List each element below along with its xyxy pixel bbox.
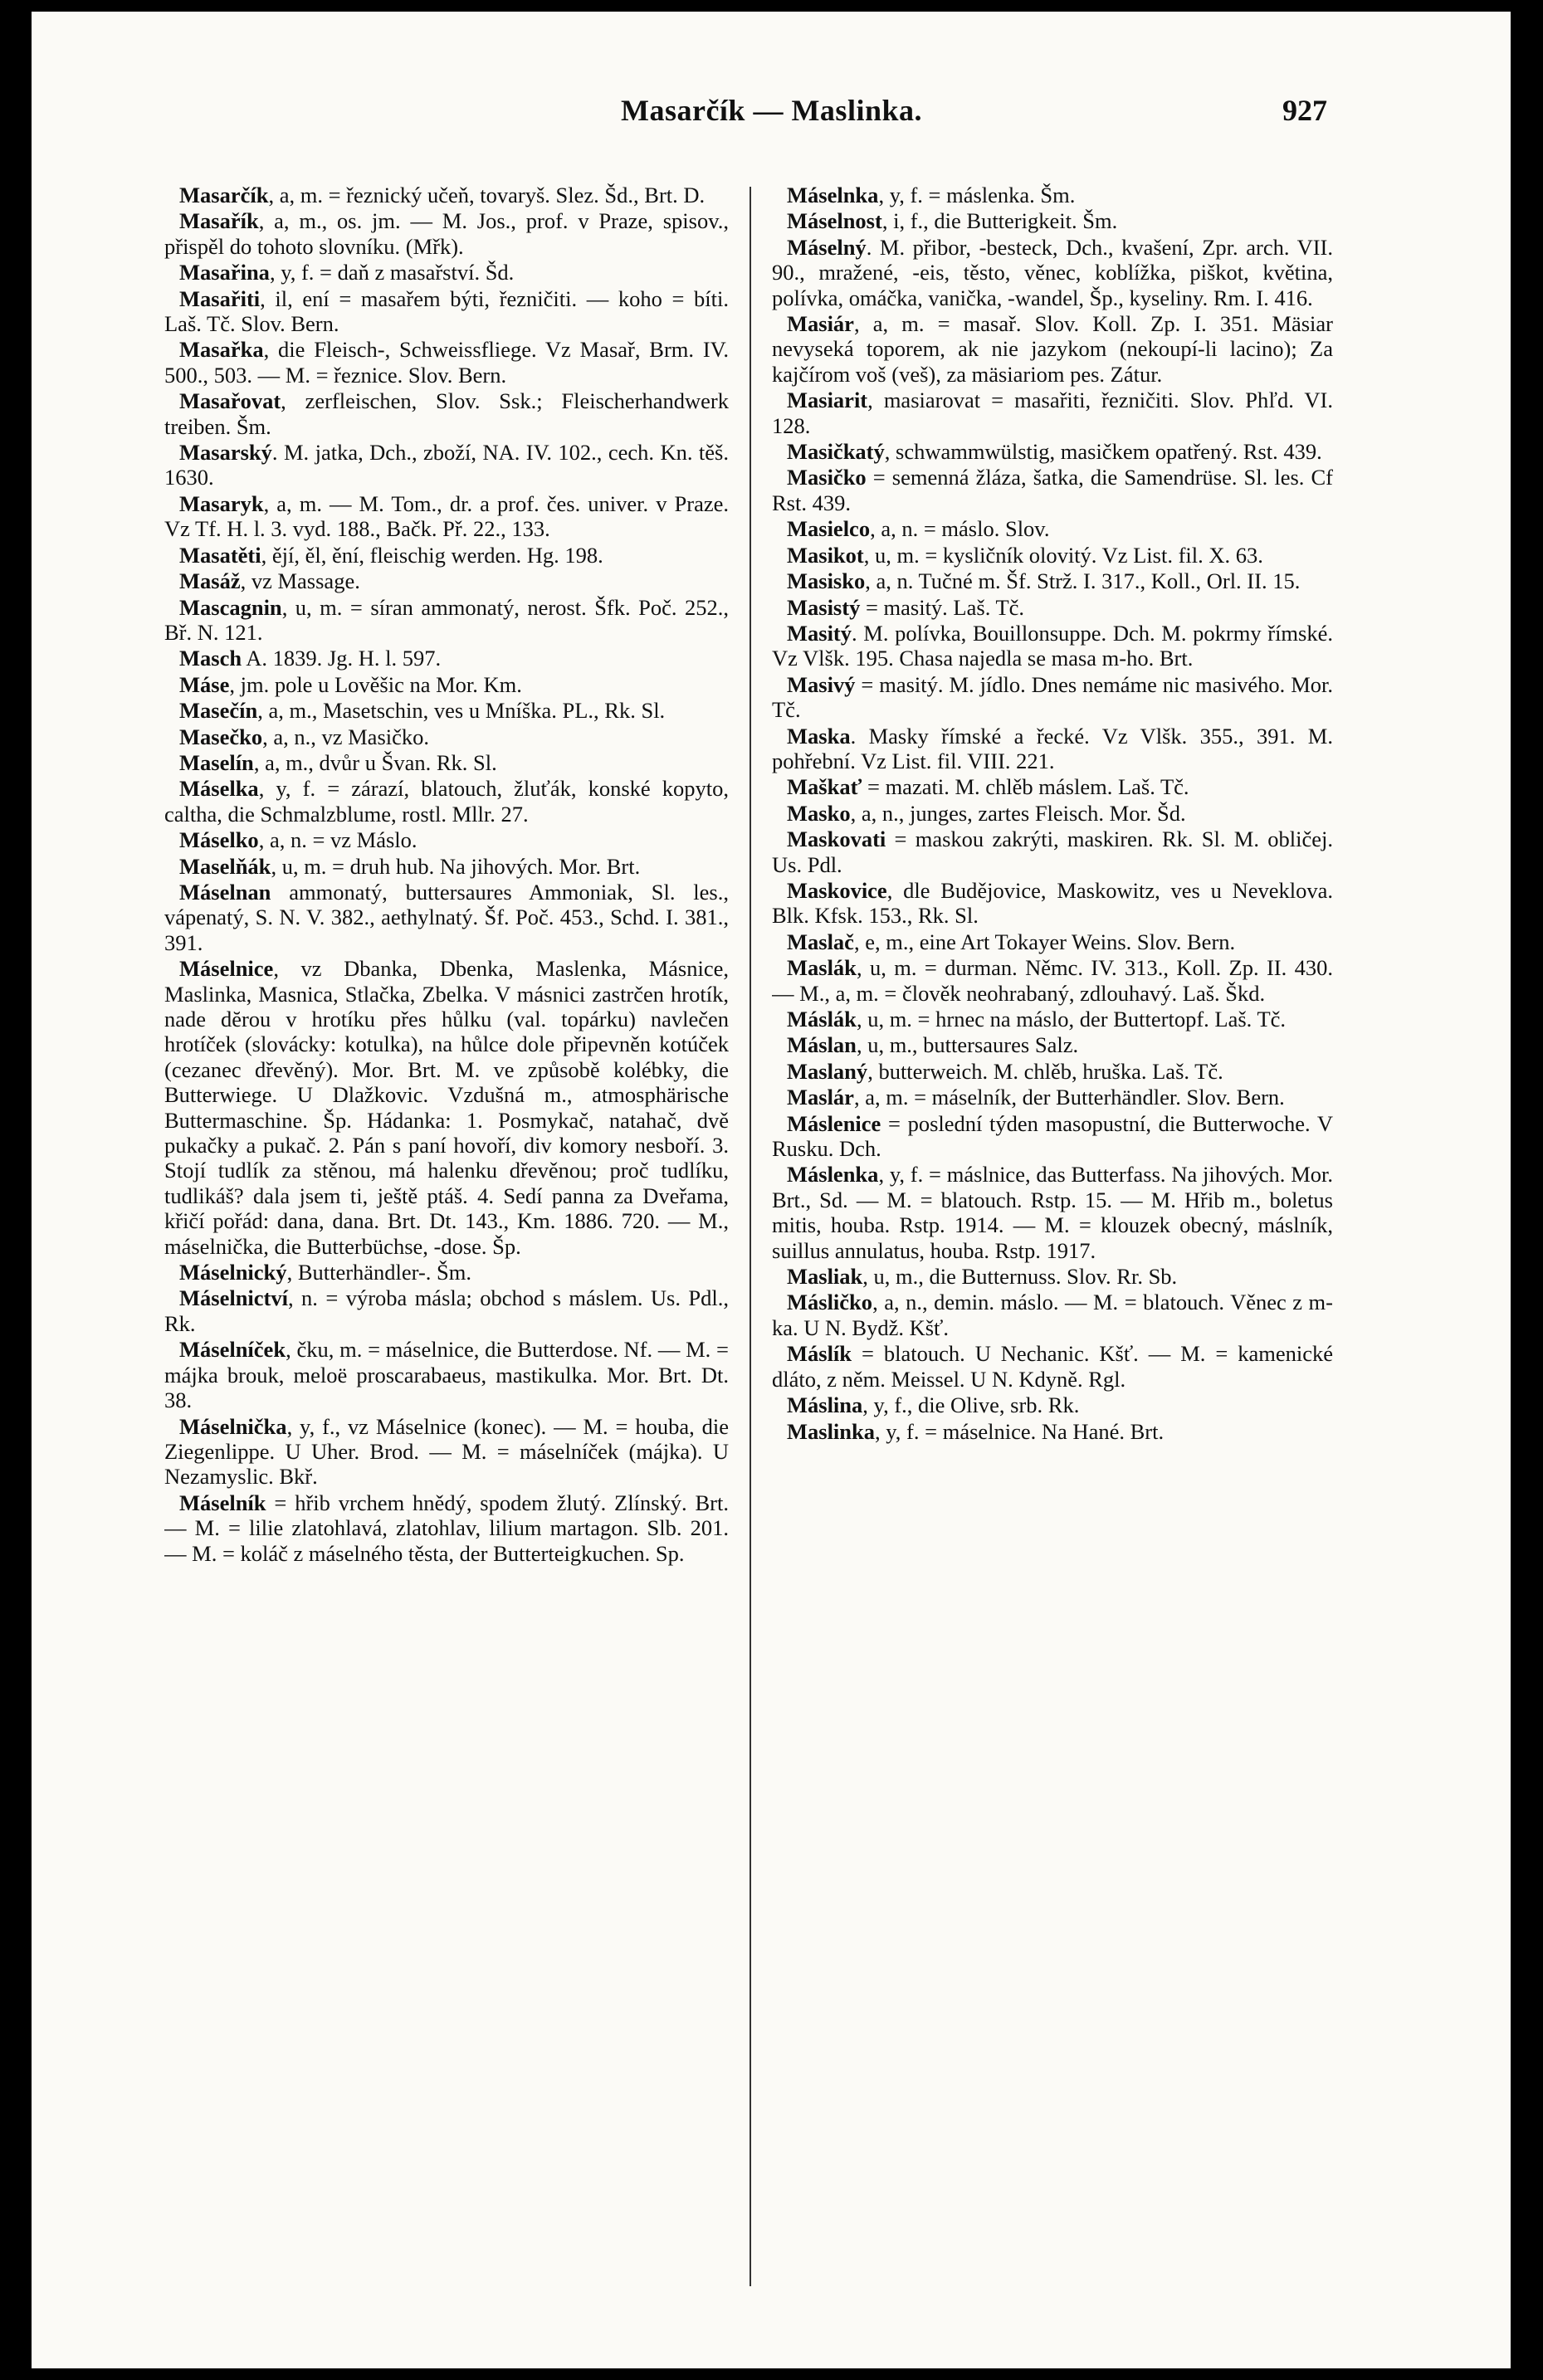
entry-headword: Maslač (787, 929, 854, 954)
entry-headword: Máslenka (787, 1162, 879, 1188)
dictionary-entry (164, 286, 729, 337)
dictionary-entry (772, 929, 1333, 954)
entry-headword: Máselný (787, 234, 867, 260)
entry-definition: , u, m. = síran ammonatý, nerost. Šfk. Poč. 252., Bř. N. 121. (164, 594, 729, 645)
entry-headword: Maska (787, 723, 851, 749)
entry-headword: Maslár (787, 1085, 854, 1110)
dictionary-entry (164, 440, 729, 490)
dictionary-entry (772, 439, 1333, 464)
entry-definition: = semenná žláza, šatka, die Samendrüse. Sl. les. Cf Rst. 439. (772, 465, 1333, 515)
entry-definition: , a, n. = máslo. Slov. (870, 516, 1050, 542)
entry-headword: Masistý (787, 594, 861, 620)
entry-headword: Maslaný (787, 1058, 868, 1084)
entry-definition: . Masky římské a řecké. Vz Vlšk. 355., 391. M. pohřební. Vz List. fil. VIII. 221. (772, 723, 1333, 773)
entry-headword: Máselnan (179, 879, 271, 905)
entry-headword: Masatěti (179, 542, 261, 568)
entry-headword: Máselnost (787, 208, 882, 234)
entry-headword: Masch (179, 646, 242, 671)
dictionary-entry (772, 1085, 1333, 1110)
entry-definition: , a, m. = máselník, der Butterhändler. Slov. Bern. (853, 1085, 1285, 1110)
dictionary-entry (772, 1419, 1333, 1444)
entry-headword: Máselnička (179, 1413, 287, 1439)
entry-definition: , vz Dbanka, Dbenka, Maslenka, Másnice, Maslinka, Masnica, Stlačka, Zbelka. V másnici zastrčen hrotík, nade dĕrou v hrotíku přes hůlku (val. topárku) navlečen hrotíček (slovácky: kotulka), na hůlce dole připevněn kotúček (cezanec dřevěný). Mor. Brt. M. ve způsobě kolébky, die Butterwiege. U Dlažkovic. Vzdušná m., atmosphärische Buttermaschine. Šp. Hádanka: 1. Posmykač, natahač, dvě pukačky a pukač. 2. Pán s paní hovoří, div komory nesboří. 3. Stojí tudlík za stěnou, má halenku dřevěnou; proč tudlíku, tudlikáš? dala jsem ti, ještě ptáš. 4. Sedí panna za Dveřama, křičí pořád: dana, dana. Brt. Dt. 143., Km. 1886. 720. — M., máselnička, die Butterbüchse, -dose. Šp. (164, 956, 729, 1259)
entry-headword: Maskovice (787, 877, 887, 903)
entry-definition: , u, m. = hrnec na máslo, der Buttertopf. Laš. Tč. (856, 1007, 1287, 1031)
entry-headword: Masielco (787, 516, 871, 542)
entry-definition: , a, n. = vz Máslo. (258, 827, 417, 853)
entry-headword: Masliak (787, 1264, 863, 1290)
entry-headword: Máslák (787, 1007, 857, 1031)
entry-definition: , u, m., buttersaures Salz. (856, 1032, 1079, 1058)
dictionary-entry (164, 724, 729, 749)
entry-headword: Máselka (179, 776, 259, 802)
dictionary-entry (164, 827, 729, 852)
entry-definition: , u, m., die Butternuss. Slov. Rr. Sb. (862, 1264, 1178, 1290)
entry-headword: Maselňák (179, 853, 271, 879)
dictionary-entry (772, 1162, 1333, 1263)
entry-definition: , butterweich. M. chlěb, hruška. Laš. Tč. (867, 1058, 1223, 1084)
entry-headword: Máselnka (787, 183, 879, 207)
dictionary-entry (164, 1490, 729, 1566)
entry-definition: , i, f., die Butterigkeit. Šm. (881, 208, 1118, 234)
dictionary-entry (164, 956, 729, 1259)
dictionary-entry (772, 235, 1333, 310)
dictionary-entry (772, 1032, 1333, 1057)
entry-definition: , zerfleischen, Slov. Ssk.; Fleischerhandwerk treiben. Šm. (164, 388, 729, 439)
entry-definition: , a, m., Masetschin, ves u Mníška. PL., Rk. Sl. (257, 698, 666, 724)
entry-definition: = hřib vrchem hnědý, spodem žlutý. Zlínský. Brt. — M. = lilie zlatohlavá, zlatohlav, lilium martagon. Slb. 201. — M. = koláč z máselného těsta, der Butterteigkuchen. Sp. (164, 1490, 729, 1566)
dictionary-entry (164, 260, 729, 285)
entry-headword: Maslinka (787, 1418, 876, 1444)
dictionary-entry (772, 1111, 1333, 1162)
entry-definition: = masitý. Laš. Tč. (860, 594, 1025, 620)
dictionary-entry (164, 880, 729, 955)
entry-definition: . M. jatka, Dch., zboží, NA. IV. 102., cech. Kn. těš. 1630. (164, 440, 729, 490)
column-divider (750, 187, 751, 2286)
dictionary-column-right (772, 183, 1333, 2307)
entry-definition: , a, n., vz Masičko. (262, 724, 430, 749)
entry-headword: Masarčík (179, 183, 269, 207)
dictionary-entry (164, 1285, 729, 1336)
entry-definition: , a, m., dvůr u Švan. Rk. Sl. (253, 749, 497, 775)
entry-headword: Máslan (787, 1032, 857, 1058)
dictionary-entry (772, 1392, 1333, 1417)
entry-headword: Masařka (179, 337, 264, 363)
dictionary-entry (772, 465, 1333, 515)
entry-headword: Maselín (179, 749, 254, 775)
dictionary-entry (772, 388, 1333, 438)
entry-definition: , die Fleisch-, Schweissfliege. Vz Masař, Brm. IV. 500., 503. — M. = řeznice. Slov. Bern. (164, 337, 729, 388)
entry-headword: Masikot (787, 542, 864, 568)
entry-headword: Máselko (179, 827, 259, 853)
entry-definition: , y, f. = daň z masařství. Šd. (269, 260, 515, 285)
dictionary-entry (164, 337, 729, 388)
entry-headword: Maslák (787, 955, 857, 981)
entry-definition: ammonatý, buttersaures Ammoniak, Sl. les., vápenatý, S. N. V. 382., aethylnatý. Šf. Poč. 453., Schd. I. 381., 391. (164, 879, 729, 955)
entry-definition: = mazati. M. chlěb máslem. Laš. Tč. (862, 774, 1189, 800)
entry-headword: Masaryk (179, 490, 264, 516)
entry-headword: Máselnice (179, 956, 274, 982)
dictionary-entry (772, 543, 1333, 568)
entry-definition: . M. polívka, Bouillonsuppe. Dch. M. pokrmy římské. Vz Vlšk. 195. Chasa najedla se masa m-ho. Brt. (772, 620, 1333, 671)
entry-definition: . M. přibor, -besteck, Dch., kvašení, Zpr. arch. VII. 90., mražené, -eis, těsto, věnec, koblížka, piškot, květina, polívka, omáčka, vanička, -wandel, Šp., kyseliny. Rm. I. 416. (772, 234, 1333, 310)
entry-definition: , a, m. = masař. Slov. Koll. Zp. I. 351. Mäsiar nevyseká toporem, ak nie jazykom (nekoupí-li lacino); Za kajčírom voš (veš), za mäsiariom pes. Zátur. (772, 311, 1333, 387)
entry-headword: Masičkatý (787, 439, 885, 465)
dictionary-entry (772, 1341, 1333, 1392)
dictionary-entry (772, 595, 1333, 620)
entry-headword: Máselnictví (179, 1285, 288, 1311)
entry-headword: Mascagnin (179, 594, 282, 620)
entry-headword: Máslík (787, 1341, 852, 1367)
entry-headword: Masařina (179, 260, 270, 285)
dictionary-entry (164, 595, 729, 646)
entry-definition: , Butterhändler-. Šm. (286, 1260, 472, 1285)
entry-headword: Másličko (787, 1290, 873, 1315)
entry-headword: Maškať (787, 774, 862, 800)
entry-definition: , a, m. = řeznický učeň, tovaryš. Slez. Šd., Brt. D. (268, 183, 706, 207)
dictionary-entry (164, 1260, 729, 1285)
entry-headword: Masečín (179, 698, 258, 724)
dictionary-entry (772, 724, 1333, 774)
dictionary-entry (164, 1337, 729, 1412)
dictionary-entry (164, 208, 729, 259)
dictionary-entry (164, 854, 729, 879)
running-header: Masarčík — Maslinka. (620, 94, 922, 127)
dictionary-entry (772, 183, 1333, 207)
entry-headword: Masarský (179, 440, 272, 466)
entry-definition: , y, f., vz Máselnice (konec). — M. = houba, die Ziegenlippe. U Uher. Brod. — M. = máselníček (májka). U Nezamyslic. Bkř. (164, 1413, 729, 1490)
entry-definition: , schwammwülstig, masičkem opatřený. Rst. 439. (884, 439, 1322, 465)
page-number: 927 (1282, 94, 1327, 127)
dictionary-entry (772, 801, 1333, 826)
dictionary-entry (772, 516, 1333, 541)
dictionary-entry (772, 774, 1333, 799)
dictionary-entry (164, 698, 729, 723)
entry-definition: = maskou zakrýti, maskiren. Rk. Sl. M. obličej. Us. Pdl. (772, 827, 1333, 877)
entry-headword: Masařovat (179, 388, 281, 414)
entry-definition: , a, n. Tučné m. Šf. Strž. I. 317., Koll., Orl. II. 15. (865, 568, 1301, 594)
dictionary-entry (772, 311, 1333, 387)
dictionary-entry (772, 1264, 1333, 1289)
dictionary-entry (164, 388, 729, 439)
entry-headword: Masečko (179, 724, 263, 749)
entry-headword: Masařík (179, 208, 259, 234)
dictionary-entry (772, 672, 1333, 723)
entry-headword: Masitý (787, 620, 852, 646)
entry-definition: , a, n., demin. máslo. — M. = blatouch. Věnec z m-ka. U N. Bydž. Kšť. (772, 1290, 1333, 1340)
entry-headword: Máse (179, 671, 230, 697)
entry-headword: Máslina (787, 1392, 863, 1418)
entry-definition: , masiarovat = masařiti, řezničiti. Slov. Phľd. VI. 128. (772, 388, 1333, 438)
entry-definition: , jm. pole u Lověšic na Mor. Km. (229, 671, 522, 697)
dictionary-entry (164, 543, 729, 568)
entry-headword: Masko (787, 800, 851, 826)
entry-definition: , e, m., eine Art Tokayer Weins. Slov. Bern. (853, 929, 1236, 954)
entry-definition: , y, f. = zárazí, blatouch, žluťák, konské kopyto, caltha, die Schmalzblume, rostl. Mllr. 27. (164, 776, 729, 827)
entry-definition: , dle Budějovice, Maskowitz, ves u Neveklova. Blk. Kfsk. 153., Rk. Sl. (772, 877, 1333, 929)
entry-headword: Masisko (787, 568, 866, 594)
entry-definition: , n. = výroba másla; obchod s máslem. Us. Pdl., Rk. (164, 1285, 729, 1336)
entry-definition: , ějí, ěl, ění, fleischig werden. Hg. 198. (261, 542, 603, 568)
entry-headword: Maskovati (787, 827, 886, 852)
dictionary-entry (772, 955, 1333, 1006)
entry-definition: , y, f. = máselnice. Na Hané. Brt. (875, 1418, 1165, 1444)
entry-headword: Máselníček (179, 1337, 286, 1363)
dictionary-entry (772, 827, 1333, 877)
entry-definition: , u, m. = kysličník olovitý. Vz List. fil. X. 63. (863, 542, 1263, 568)
entry-definition: , y, f. = máslenka. Šm. (878, 183, 1076, 207)
entry-headword: Masiarit (787, 388, 868, 413)
dictionary-entry (772, 1059, 1333, 1084)
entry-definition: , vz Massage. (240, 568, 360, 594)
dictionary-entry (164, 183, 729, 207)
dictionary-entry (164, 646, 729, 671)
entry-headword: Masařiti (179, 285, 261, 311)
entry-headword: Máslenice (787, 1110, 881, 1136)
entry-headword: Máselník (179, 1490, 266, 1515)
dictionary-entry (164, 568, 729, 593)
entry-definition: , y, f., die Olive, srb. Rk. (862, 1392, 1080, 1418)
dictionary-entry (164, 1414, 729, 1490)
entry-headword: Masáž (179, 568, 241, 594)
dictionary-entry (772, 1290, 1333, 1340)
dictionary-entry (772, 1007, 1333, 1031)
dictionary-entry (164, 776, 729, 827)
dictionary-entry (772, 621, 1333, 671)
dictionary-entry (772, 878, 1333, 929)
entry-headword: Masiár (787, 311, 854, 337)
dictionary-entry (772, 568, 1333, 593)
entry-definition: , a, m. — M. Tom., dr. a prof. čes. univer. v Praze. Vz Tf. H. l. 3. vyd. 188., Bačk. Př. 22., 133. (164, 490, 729, 542)
dictionary-entry (164, 672, 729, 697)
entry-definition: , čku, m. = máselnice, die Butterdose. Nf. — M. = májka brouk, meloë proscarabaeus, mastikulka. Mor. Brt. Dt. 38. (164, 1337, 729, 1413)
entry-definition: A. 1839. Jg. H. l. 597. (242, 646, 442, 671)
dictionary-column-left (164, 183, 729, 2307)
entry-definition: = blatouch. U Nechanic. Kšť. — M. = kamenické dláto, z něm. Meissel. U N. Kdyně. Rgl. (772, 1341, 1333, 1392)
entry-headword: Masičko (787, 465, 867, 490)
entry-headword: Máselnický (179, 1260, 287, 1285)
dictionary-entry (164, 750, 729, 775)
entry-definition: , il, ení = masařem býti, řezničiti. — koho = bíti. Laš. Tč. Slov. Bern. (164, 285, 729, 337)
dictionary-entry (164, 491, 729, 542)
entry-definition: , u, m. = durman. Němc. IV. 313., Koll. Zp. II. 430. — M., a, m. = člověk neohrabaný, zdlouhavý. Laš. Škd. (772, 955, 1333, 1006)
entry-definition: = poslední týden masopustní, die Butterwoche. V Rusku. Dch. (772, 1110, 1333, 1162)
entry-definition: , y, f. = máslnice, das Butterfass. Na jihových. Mor. Brt., Sd. — M. = blatouch. Rstp. 15. — M. Hřib m., boletus mitis, houba. Rstp. 1914. — M. = klouzek obecný, máslník, suillus annulatus, houba. Rstp. 1917. (772, 1162, 1333, 1263)
entry-definition: , a, n., junges, zartes Fleisch. Mor. Šd. (850, 800, 1186, 826)
entry-definition: = masitý. M. jídlo. Dnes nemáme nic masivého. Mor. Tč. (772, 671, 1333, 723)
entry-definition: , u, m. = druh hub. Na jihových. Mor. Brt. (271, 853, 641, 879)
dictionary-entry (772, 208, 1333, 233)
entry-definition: , a, m., os. jm. — M. Jos., prof. v Praze, spisov., přispěl do tohoto slovníku. (Mřk). (164, 208, 729, 259)
entry-headword: Masivý (787, 671, 856, 697)
